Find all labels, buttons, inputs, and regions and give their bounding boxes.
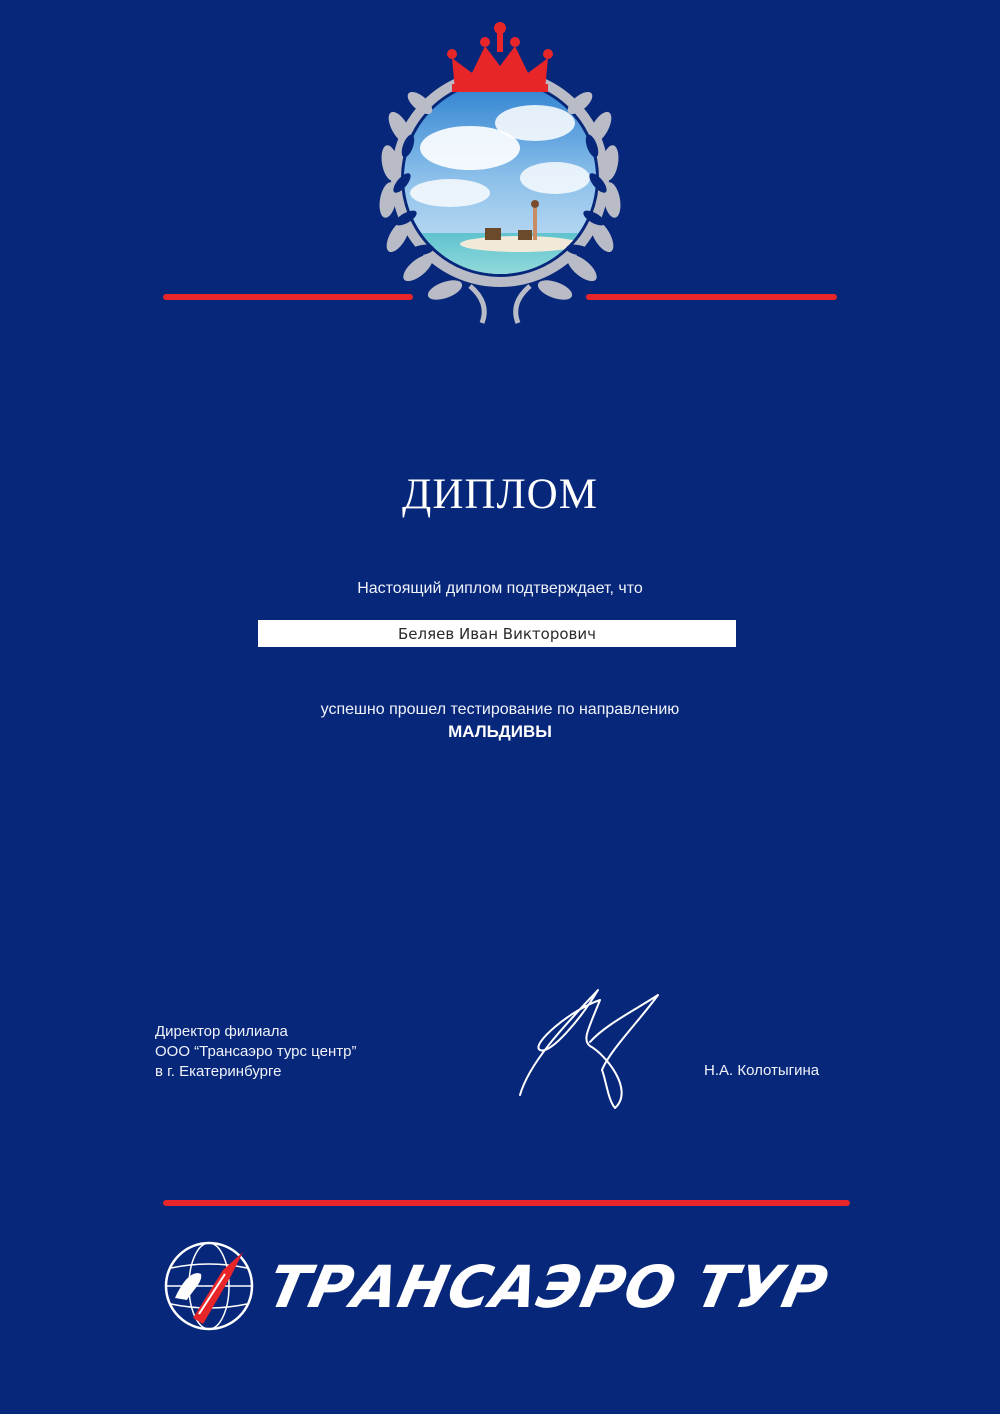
crown-laurel-emblem-icon <box>360 18 640 328</box>
signature-icon <box>510 980 670 1120</box>
position-line-1: Директор филиала <box>155 1023 288 1040</box>
brand-logo-text: ТРАНСАЭРО ТУР <box>262 1253 834 1321</box>
recipient-name-field <box>258 620 736 647</box>
intro-text: Настоящий диплом подтверждает, что <box>357 580 643 597</box>
passed-text: успешно прошел тестирование по направлению <box>320 701 680 718</box>
position-line-3: в г. Екатеринбурге <box>155 1063 282 1080</box>
red-divider-bottom <box>163 1200 850 1206</box>
signatory-position <box>155 1022 356 1082</box>
diploma-title: ДИПЛОМ <box>402 471 598 518</box>
position-line-2: ООО “Трансаэро турс центр” <box>155 1043 357 1060</box>
red-divider-left <box>163 294 413 300</box>
direction-name: МАЛЬДИВЫ <box>448 722 552 741</box>
globe-airplane-icon <box>163 1240 255 1332</box>
recipient-name: Беляев Иван Викторович <box>398 624 596 643</box>
red-divider-right <box>586 294 837 300</box>
signatory-name: Н.А. Колотыгина <box>704 1062 820 1079</box>
